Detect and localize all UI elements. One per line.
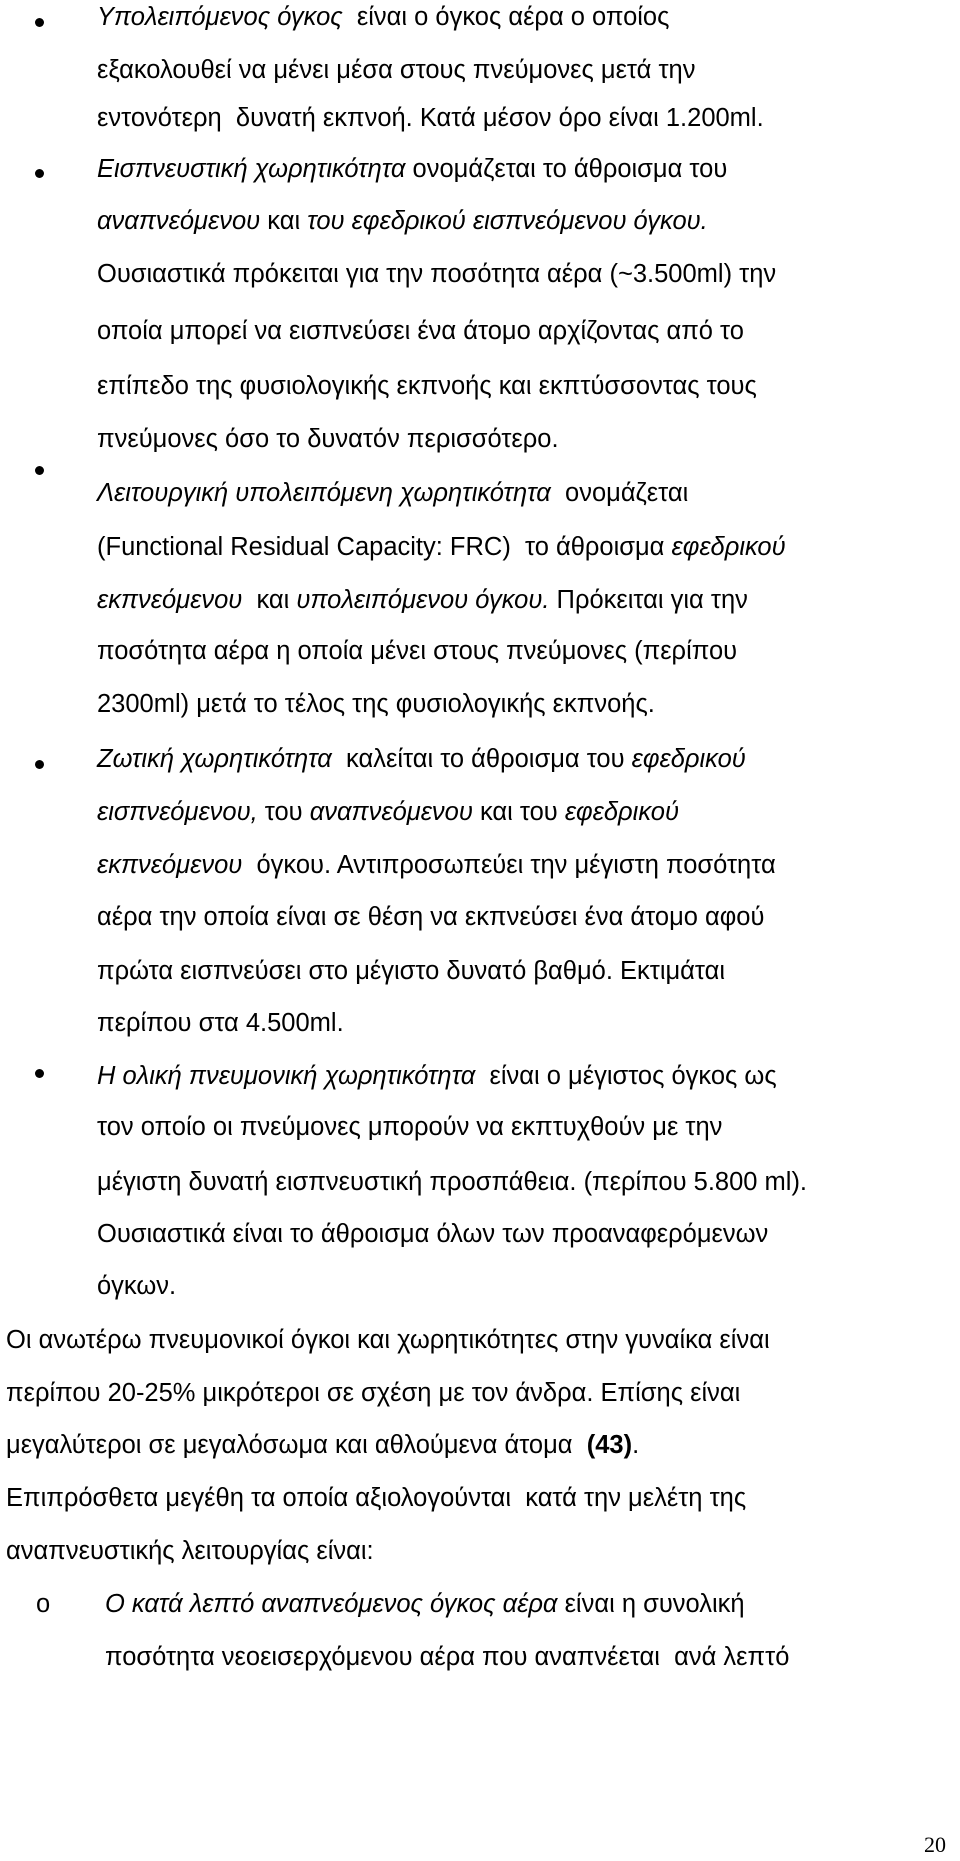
text-segment: καλείται το άθροισμα του (331, 745, 632, 773)
text-line (97, 103, 960, 133)
italic-term: αναπνεόμενου (97, 207, 261, 235)
italic-term: υπολειπόμενου όγκου. (296, 586, 550, 614)
text-segment: και (260, 207, 308, 235)
italic-term: εφεδρικού (564, 798, 679, 826)
italic-term: εκπνεόμενου (97, 586, 243, 614)
text-line (97, 206, 960, 236)
italic-term: του εφεδρικού εισπνεόμενου όγκου. (307, 207, 708, 235)
bullet-circle-1: o (36, 1590, 51, 1618)
bullet-dot-1 (35, 18, 44, 27)
text-segment: του (257, 798, 310, 826)
text-segment: Επιπρόσθετα μεγέθη τα οποία αξιολογούνται κατά την μελέτη της (6, 1484, 747, 1512)
text-segment: οποία μπορεί να εισπνεύσει ένα άτομο αρχίζοντας από το (97, 317, 744, 345)
text-segment: και (242, 586, 297, 614)
text-segment: περίπου 20-25% μικρότεροι σε σχέση με τον άνδρα. Επίσης είναι (6, 1379, 741, 1407)
text-line (97, 55, 960, 85)
text-segment: είναι ο όγκος αέρα ο οποίος (342, 3, 670, 31)
text-line (97, 1112, 960, 1142)
text-segment: 2300ml) μετά το τέλος της φυσιολογικής εκπνοής. (97, 690, 655, 718)
text-segment: εντονότερη δυνατή εκπνοή. Κατά μέσον όρο είναι 1.200ml. (97, 104, 764, 132)
text-segment: Ουσιαστικά είναι το άθροισμα όλων των προαναφερόμενων (97, 1220, 769, 1248)
italic-term: Ζωτική χωρητικότητα (97, 745, 332, 773)
text-segment: επίπεδο της φυσιολογικής εκπνοής και εκπτύσσοντας τους (97, 372, 757, 400)
text-line (97, 2, 960, 32)
text-segment: είναι η συνολική (557, 1590, 745, 1618)
text-line (97, 1219, 960, 1249)
italic-term: εφεδρικού (671, 533, 786, 561)
text-segment: πνεύμονες όσο το δυνατόν περισσότερο. (97, 425, 559, 453)
text-segment: Πρόκειται για την (549, 586, 748, 614)
text-segment: όγκου. Αντιπροσωπεύει την μέγιστη ποσότητα (242, 851, 776, 879)
italic-term: Εισπνευστική χωρητικότητα (97, 155, 406, 183)
text-line (97, 1061, 960, 1091)
text-line (97, 259, 960, 289)
text-line (6, 1430, 960, 1460)
text-segment: εξακολουθεί να μένει μέσα στους πνεύμονες μετά την (97, 56, 696, 84)
text-segment: και του (472, 798, 565, 826)
text-line (97, 478, 960, 508)
italic-term: Ο κατά λεπτό αναπνεόμενος όγκος αέρα (105, 1590, 558, 1618)
text-segment: . (632, 1431, 640, 1459)
text-segment: Ουσιαστικά πρόκειται για την ποσότητα αέρα (~3.500ml) την (97, 260, 777, 288)
text-segment: μεγαλύτεροι σε μεγαλόσωμα και αθλούμενα άτομα (6, 1431, 587, 1459)
bullet-dot-5 (35, 1069, 44, 1078)
text-line (105, 1589, 960, 1619)
bullet-dot-2 (35, 169, 44, 178)
italic-term: Υπολειπόμενος όγκος (97, 3, 343, 31)
reference-citation: (43) (586, 1431, 633, 1459)
text-segment: τον οποίο οι πνεύμονες μπορούν να εκπτυχθούν με την (97, 1113, 723, 1141)
italic-term: εισπνεόμενου, (97, 798, 258, 826)
text-line (97, 902, 960, 932)
text-line (6, 1483, 960, 1513)
text-segment: ποσότητα νεοεισερχόμενου αέρα που αναπνέεται ανά λεπτό (105, 1643, 790, 1671)
text-segment: αναπνευστικής λειτουργίας είναι: (6, 1537, 374, 1565)
italic-term: εκπνεόμενου (97, 851, 243, 879)
text-line (97, 797, 960, 827)
bullet-dot-3 (35, 466, 44, 475)
text-line (97, 636, 960, 666)
italic-term: Η ολική πνευμονική χωρητικότητα (97, 1062, 476, 1090)
page-number: 20 (924, 1832, 946, 1857)
italic-term: Λειτουργική υπολειπόμενη χωρητικότητα (97, 479, 551, 507)
text-line (6, 1325, 960, 1355)
text-segment: (Functional Residual Capacity: FRC) το άθροισμα (97, 533, 672, 561)
text-segment: πρώτα εισπνεύσει στο μέγιστο δυνατό βαθμό. Εκτιμάται (97, 957, 726, 985)
text-segment: αέρα την οποία είναι σε θέση να εκπνεύσει ένα άτομο αφού (97, 903, 765, 931)
text-line (97, 1008, 960, 1038)
text-line (105, 1642, 960, 1672)
text-segment: ποσότητα αέρα η οποία μένει στους πνεύμονες (περίπου (97, 637, 738, 665)
text-segment: Οι ανωτέρω πνευμονικοί όγκοι και χωρητικότητες στην γυναίκα είναι (6, 1326, 770, 1354)
text-segment: μέγιστη δυνατή εισπνευστική προσπάθεια. (περίπου 5.800 ml). (97, 1168, 808, 1196)
text-line (97, 689, 960, 719)
text-line (97, 154, 960, 184)
text-segment: περίπου στα 4.500ml. (97, 1009, 344, 1037)
text-segment: ονομάζεται (550, 479, 689, 507)
text-line (97, 956, 960, 986)
text-line (97, 532, 960, 562)
text-line (97, 424, 960, 454)
text-segment: είναι ο μέγιστος όγκος ως (475, 1062, 777, 1090)
text-line (97, 585, 960, 615)
text-line (97, 371, 960, 401)
text-line (97, 1167, 960, 1197)
text-segment: ονομάζεται το άθροισμα του (405, 155, 728, 183)
italic-term: εφεδρικού (631, 745, 746, 773)
text-line (6, 1378, 960, 1408)
text-line (97, 744, 960, 774)
text-line (97, 850, 960, 880)
text-line (6, 1536, 960, 1566)
text-line (97, 316, 960, 346)
bullet-dot-4 (35, 760, 44, 769)
text-line (97, 1271, 960, 1301)
italic-term: αναπνεόμενου (309, 798, 473, 826)
text-segment: όγκων. (97, 1272, 177, 1300)
